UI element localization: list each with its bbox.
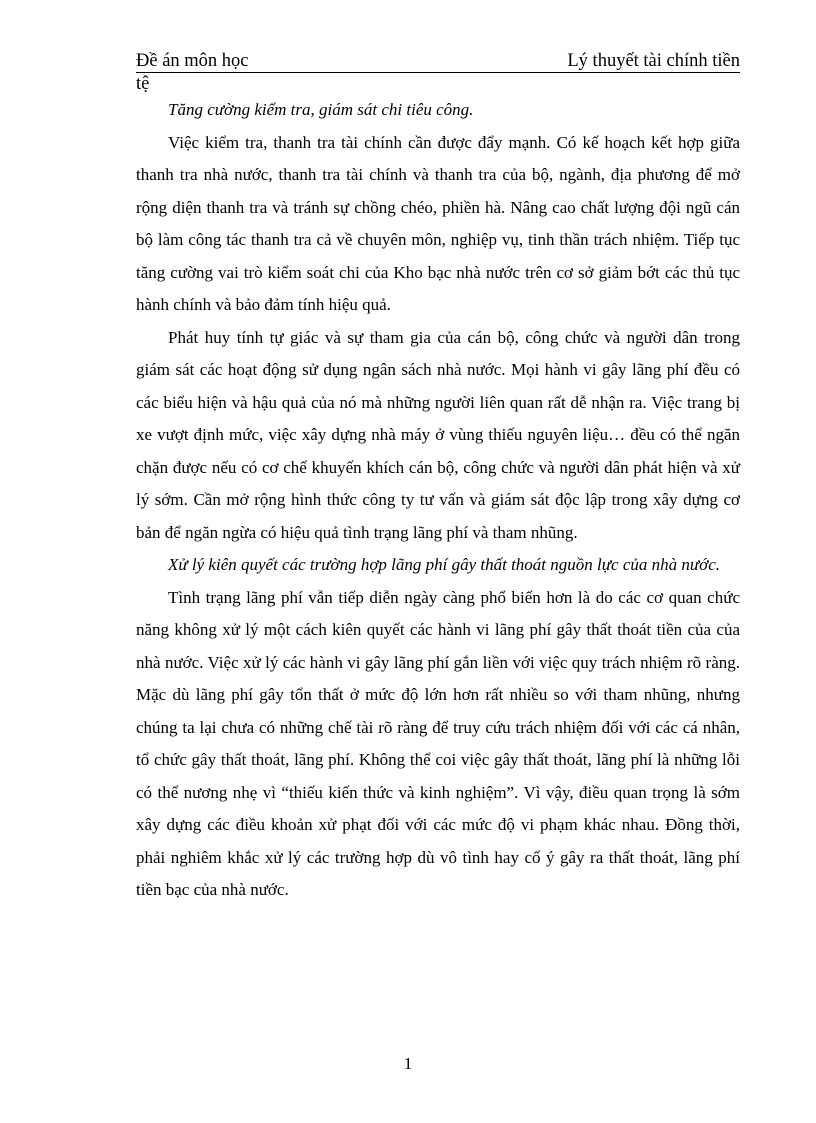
header-row: [136, 50, 740, 73]
header-right-title-continuation: tệ: [136, 74, 150, 94]
section-heading-inspection: Tăng cường kiểm tra, giám sát chi tiêu công.: [168, 100, 474, 119]
paragraph-public-participation: Phát huy tính tự giác và sự tham gia của cán bộ, công chức và người dân trong giám sát các hoạt động sử dụng ngân sách nhà nước. Mọi hành vi gây lãng phí đều có các biểu hiện và hậu quả của nó mà những người liên quan rất dễ nhận ra. Việc trang bị xe vượt định mức, việc xây dựng nhà máy ở vùng thiếu nguyên liệu… đều có thể ngăn chặn được nếu có cơ chế khuyến khích cán bộ, công chức và người dân phát hiện và xử lý sớm. Cần mở rộng hình thức công ty tư vấn và giám sát độc lập trong xây dựng cơ bản để ngăn ngừa có hiệu quả tình trạng lãng phí và tham nhũng.: [136, 327, 740, 542]
header-left-title: Đề án môn học: [136, 51, 249, 71]
body-text: [136, 94, 740, 907]
page-number: 1: [403, 1054, 413, 1073]
paragraph-handling-waste: Tình trạng lãng phí vẫn tiếp diễn ngày càng phổ biến hơn là do các cơ quan chức năng không xử lý một cách kiên quyết các hành vi lãng phí gây thất thoát tiền của của nhà nước. Việc xử lý các hành vi gây lãng phí gắn liền với việc quy trách nhiệm rõ ràng. Mặc dù lãng phí gây tổn thất ở mức độ lớn hơn rất nhiều so với tham nhũng, nhưng chúng ta lại chưa có những chế tài rõ ràng để truy cứu trách nhiệm đối với các cá nhân, tổ chức gây thất thoát, lãng phí. Không thể coi việc gây thất thoát, lãng phí là những lỗi có thể nương nhẹ vì “thiếu kiến thức và kinh nghiệm”. Vì vậy, điều quan trọng là sớm xây dựng các điều khoản xử phạt đối với các mức độ vi phạm khác nhau. Đồng thời, phải nghiêm khắc xử lý các trường hợp dù vô tình hay cố ý gây ra thất thoát, lãng phí tiền bạc của nhà nước.: [136, 587, 740, 899]
section-heading-handling-waste: Xử lý kiên quyết các trường hợp lãng phí gây thất thoát nguồn lực của nhà nước.: [168, 555, 721, 574]
page-header: [136, 50, 740, 95]
paragraph-inspection: Việc kiểm tra, thanh tra tài chính cần được đẩy mạnh. Có kế hoạch kết hợp giữa thanh tra nhà nước, thanh tra tài chính và thanh tra của bộ, ngành, địa phương để mở rộng diện thanh tra và tránh sự chồng chéo, phiền hà. Nâng cao chất lượng đội ngũ cán bộ làm công tác thanh tra cả về chuyên môn, nghiệp vụ, tinh thần trách nhiệm. Tiếp tục tăng cường vai trò kiểm soát chi của Kho bạc nhà nước trên cơ sở giảm bớt các thủ tục hành chính và bảo đảm tính hiệu quả.: [136, 132, 740, 314]
header-right-title: Lý thuyết tài chính tiền: [567, 51, 740, 71]
